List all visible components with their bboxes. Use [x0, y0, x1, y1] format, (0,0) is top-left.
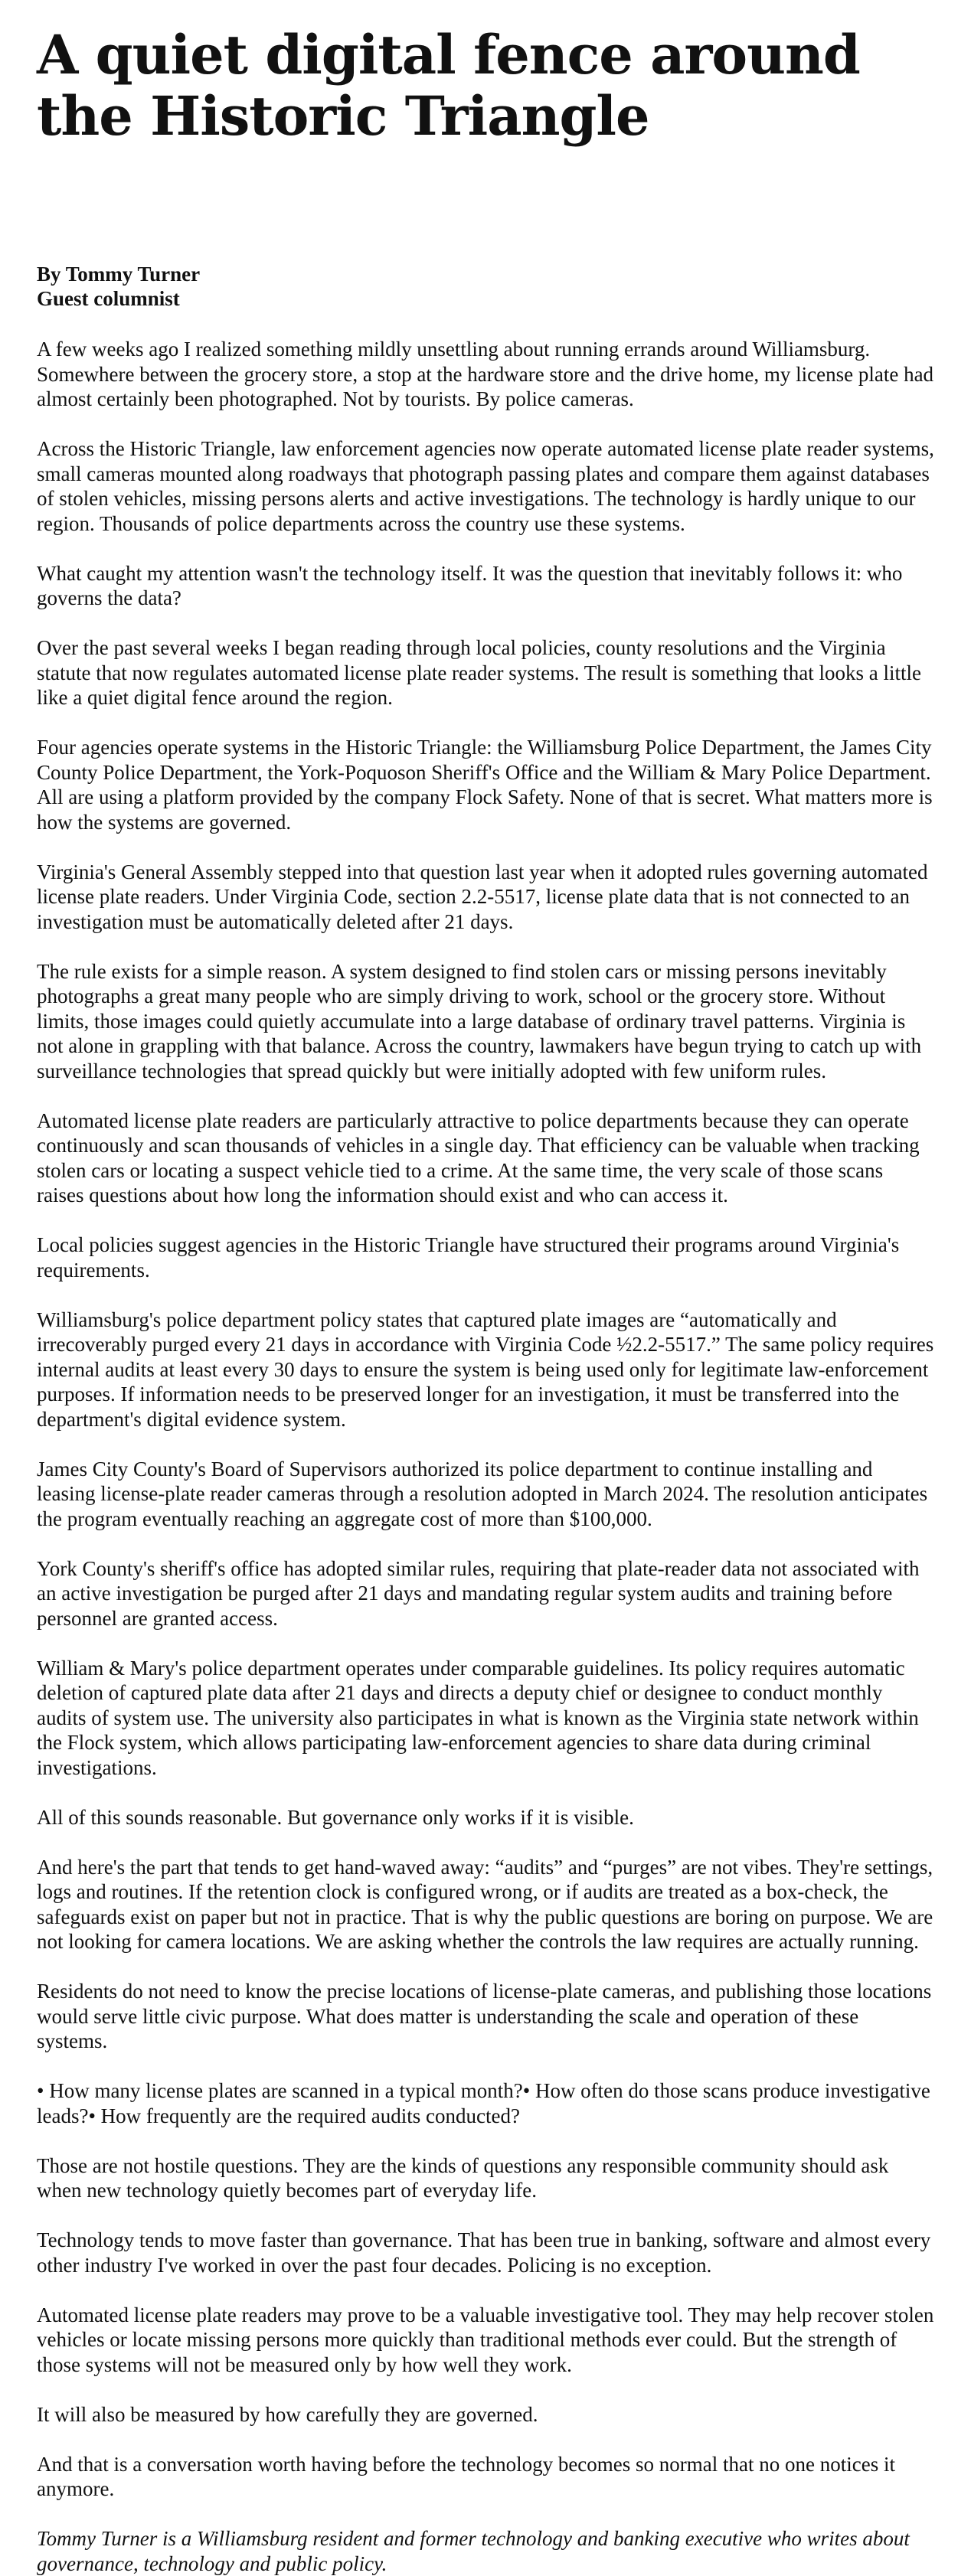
- author-role: Guest columnist: [37, 287, 180, 310]
- article-paragraph: Residents do not need to know the precise locations of license-plate cameras, and publishing those locations would serve little civic purpose. What does matter is understanding the scale and operation of these systems.: [37, 1980, 932, 2052]
- article-paragraph: Those are not hostile questions. They are the kinds of questions any responsible community should ask when new technology quietly becomes part of everyday life.: [37, 2153, 889, 2202]
- article-paragraph: Across the Historic Triangle, law enforcement agencies now operate automated license plate reader systems, small cameras mounted along roadways that photograph passing plates and compare them against databases of stolen vehicles, missing persons alerts and active investigations. The technology is hardly unique to our region. Thousands of police departments across the country use these systems.: [37, 437, 934, 535]
- article-paragraph: Automated license plate readers may prove to be a valuable investigative tool. They may help recover stolen vehicles or locate missing persons more quickly than traditional methods ever could. But the strength of those systems will not be measured only by how well they work.: [37, 2303, 934, 2376]
- article-paragraph: James City County's Board of Supervisors authorized its police department to continue installing and leasing license-plate reader cameras through a resolution adopted in March 2024. The resolution anticipates the program eventually reaching an aggregate cost of more than $100,000.: [37, 1457, 928, 1530]
- byline-block: [37, 262, 934, 311]
- article-paragraph: All of this sounds reasonable. But governance only works if it is visible.: [37, 1805, 634, 1829]
- article-paragraph: Local policies suggest agencies in the Historic Triangle have structured their programs around Virginia's requirements.: [37, 1233, 900, 1281]
- article-paragraph: The rule exists for a simple reason. A system designed to find stolen cars or missing persons inevitably photographs a great many people who are simply driving to work, school or the grocery store. Without limits, those images could quietly accumulate into a large database of ordinary travel patterns. Virginia is not alone in grappling with that balance. Across the country, lawmakers have begun trying to catch up with surveillance technologies that spread quickly but were initially adopted with few uniform rules.: [37, 959, 922, 1082]
- article-paragraph: Williamsburg's police department policy states that captured plate images are “automatically and irrecoverably purged every 21 days in accordance with Virginia Code ½2.2-5517.” The same policy requires internal audits at least every 30 days to ensure the system is being used only for legitimate law-enforcement purposes. If information needs to be preserved longer for an investigation, it must be transferred into the department's digital evidence system.: [37, 1308, 934, 1431]
- article-paragraph: Technology tends to move faster than governance. That has been true in banking, software and almost every other industry I've worked in over the past four decades. Policing is no exception.: [37, 2228, 931, 2277]
- bullet-questions: • How many license plates are scanned in a typical month?• How often do those scans produce investigative leads?• How frequently are the required audits conducted?: [37, 2079, 930, 2127]
- article-paragraph: Over the past several weeks I began reading through local policies, county resolutions and the Virginia statute that now regulates automated license plate reader systems. The result is something that looks a little like a quiet digital fence around the region.: [37, 636, 921, 709]
- article-paragraph: William & Mary's police department operates under comparable guidelines. Its policy requires automatic deletion of captured plate data after 21 days and directs a deputy chief or designee to conduct monthly audits of system use. The university also participates in what is known as the Virginia state network within the Flock system, which allows participating law-enforcement agencies to share data during criminal investigations.: [37, 1656, 919, 1779]
- article-paragraph: Virginia's General Assembly stepped into that question last year when it adopted rules governing automated license plate readers. Under Virginia Code, section 2.2-5517, license plate data that is not connected to an investigation must be automatically deleted after 21 days.: [37, 860, 928, 933]
- article-paragraph: Automated license plate readers are particularly attractive to police departments because they can operate continuously and scan thousands of vehicles in a single day. That efficiency can be valuable when tracking stolen cars or locating a suspect vehicle tied to a crime. At the same time, the very scale of those scans raises questions about how long the information should exist and who can access it.: [37, 1108, 920, 1206]
- author-bio: Tommy Turner is a Williamsburg resident and former technology and banking executive who writes about governance, technology and public policy.: [37, 2527, 910, 2575]
- author-byline: By Tommy Turner: [37, 263, 201, 286]
- article-paragraph: Four agencies operate systems in the Historic Triangle: the Williamsburg Police Department, the James City County Police Department, the York-Poquoson Sheriff's Office and the William & Mary Police Department. All are using a platform provided by the company Flock Safety. None of that is secret. What matters more is how the systems are governed.: [37, 736, 933, 834]
- article-paragraph: It will also be measured by how carefully they are governed.: [37, 2402, 538, 2426]
- article-paragraph: A few weeks ago I realized something mildly unsettling about running errands around Williamsburg. Somewhere between the grocery store, a stop at the hardware store and the drive home, my license plate had almost certainly been photographed. Not by tourists. By police cameras.: [37, 338, 934, 410]
- article-paragraph: And here's the part that tends to get hand-waved away: “audits” and “purges” are not vibes. They're settings, logs and routines. If the retention clock is configured wrong, or if audits are treated as a box-check, the safeguards exist on paper but not in practice. That is why the public questions are boring on purpose. We are not looking for camera locations. We are asking whether the controls the law requires are actually running.: [37, 1855, 933, 1953]
- article-paragraph: What caught my attention wasn't the technology itself. It was the question that inevitably follows it: who governs the data?: [37, 561, 903, 609]
- article-headline: A quiet digital fence around the Historic Triangle: [37, 23, 860, 148]
- article-paragraph: And that is a conversation worth having before the technology becomes so normal that no one notices it anymore.: [37, 2452, 895, 2500]
- article-paragraph: York County's sheriff's office has adopted similar rules, requiring that plate-reader data not associated with an active investigation be purged after 21 days and mandating regular system audits and training before personnel are granted access.: [37, 1556, 920, 1630]
- article-body: [37, 337, 934, 2576]
